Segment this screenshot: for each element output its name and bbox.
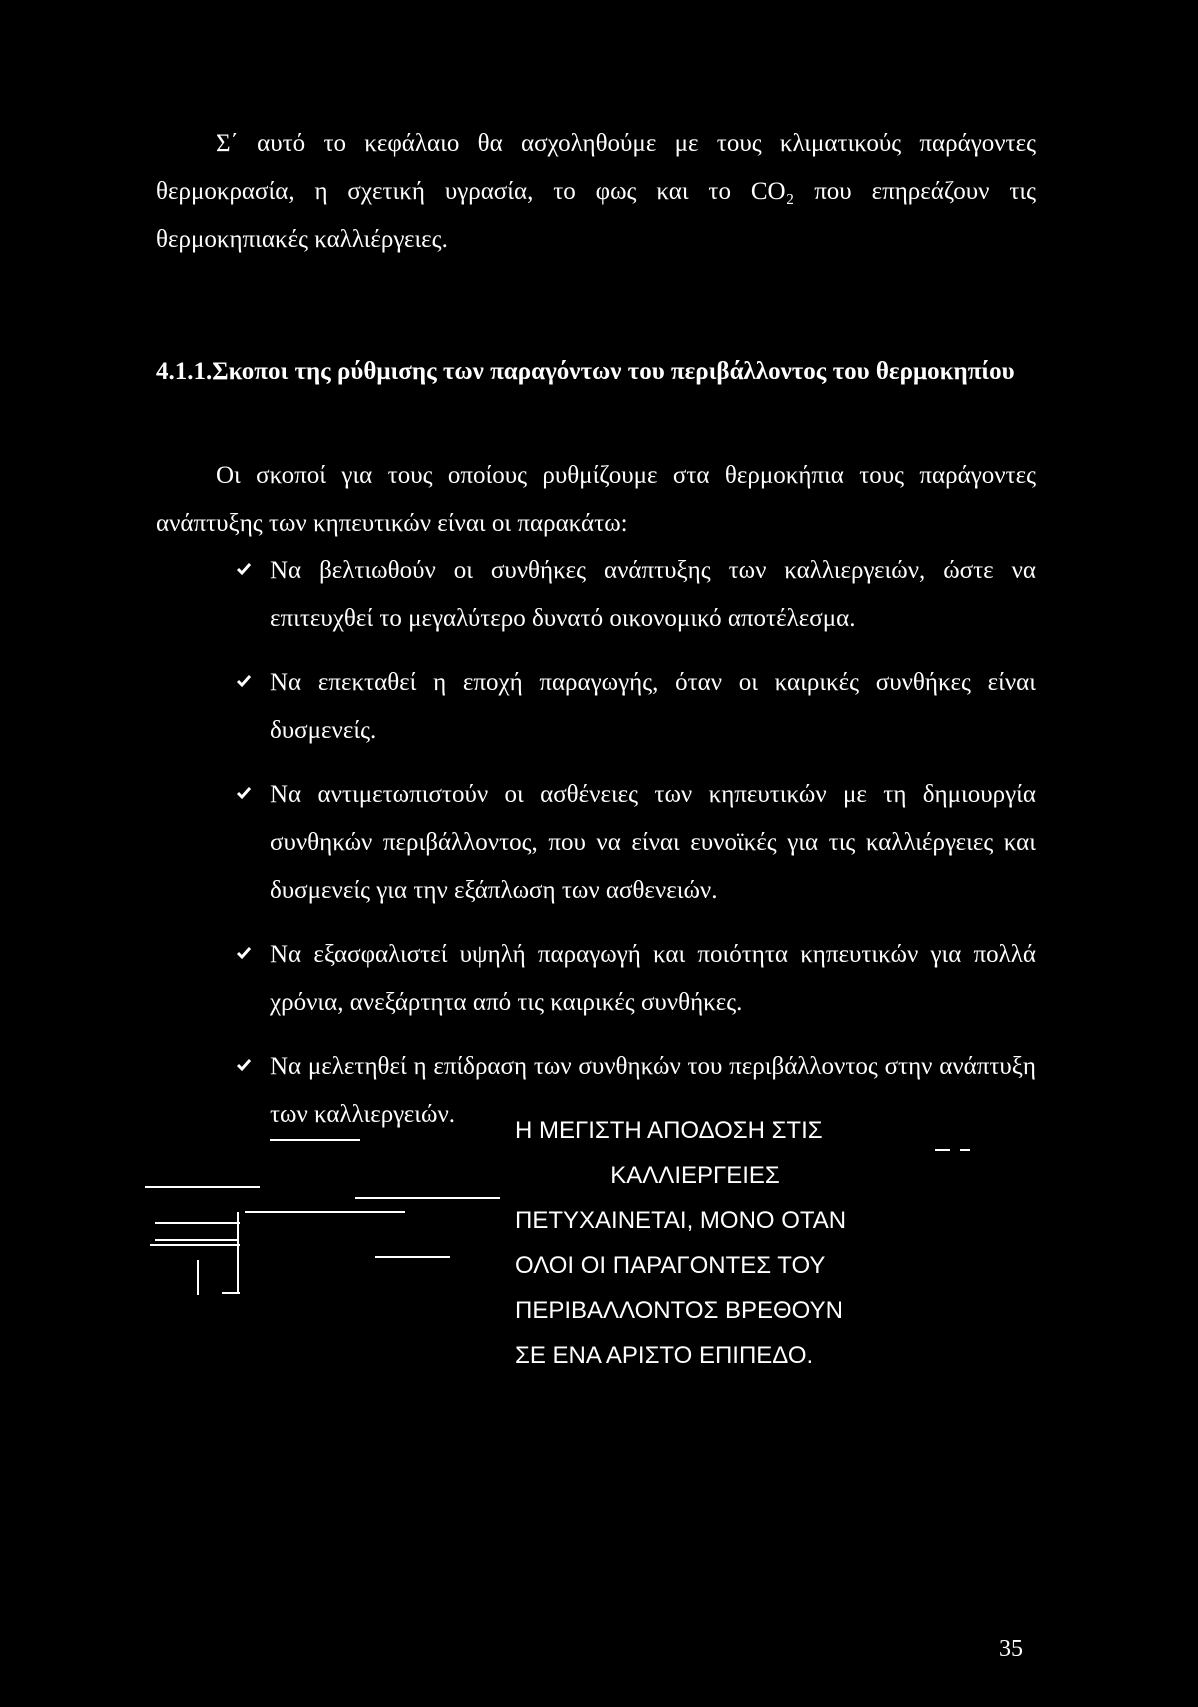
section-paragraph: Οι σκοποί για τους οποίους ρυθμίζουμε στα θερμοκήπια τους παράγοντες ανάπτυξης των κηπευτικών είναι οι παρακάτω: — [156, 462, 1036, 537]
list-item-text: Να εξασφαλιστεί υψηλή παραγωγή και ποιότητα κηπευτικών για πολλά χρόνια, ανεξάρτητα από τις καιρικές συνθήκες. — [270, 941, 1036, 1016]
section-heading: 4.1.1.Σκοποι της ρύθμισης των παραγόντων του περιβάλλοντος του θερμοκηπίου — [156, 358, 1015, 385]
intro-paragraph: Σ΄ αυτό το κεφάλαιο θα ασχοληθούμε με τους κλιματικούς παράγοντες θερμοκρασία, η σχετική υγρασία, το φως και το CO₂ που επηρεάζουν τις θερμοκηπιακές καλλιέργειες. — [156, 130, 1036, 253]
callout-line: ΚΑΛΛΙΕΡΓΕΙΕΣ — [610, 1162, 780, 1189]
callout-line: ΣΕ ΕΝΑ ΑΡΙΣΤΟ ΕΠΙΠΕΔΟ. — [515, 1342, 814, 1369]
list-item-text: Να μελετηθεί η επίδραση των συνθηκών του περιβάλλοντος στην ανάπτυξη των καλλιεργειών. — [270, 1053, 1036, 1128]
list-item-text: Να αντιμετωπιστούν οι ασθένειες των κηπευτικών με τη δημιουργία συνθηκών περιβάλλοντος, που να είναι ευνοϊκές για τις καλλιέργειες και δυσμενείς για την εξάπλωση των ασθενειών. — [270, 781, 1036, 904]
callout-line: ΟΛΟΙ ΟΙ ΠΑΡΑΓΟΝΤΕΣ ΤΟΥ — [515, 1252, 826, 1279]
callout-line: ΠΕΤΥΧΑΙΝΕΤΑΙ, ΜΟΝΟ ΟΤΑΝ — [515, 1207, 847, 1234]
list-item-text: Να βελτιωθούν οι συνθήκες ανάπτυξης των καλλιεργειών, ώστε να επιτευχθεί το μεγαλύτερο δυνατό οικονομικό αποτέλεσμα. — [270, 557, 1036, 632]
page-number: 35 — [999, 1636, 1023, 1662]
callout-line: Η ΜΕΓΙΣΤΗ ΑΠΟΔΟΣΗ ΣΤΙΣ — [515, 1117, 823, 1144]
callout-line: ΠΕΡΙΒΑΛΛΟΝΤΟΣ ΒΡΕΘΟΥΝ — [515, 1297, 843, 1324]
callout-text — [515, 1108, 875, 1378]
list-item-text: Να επεκταθεί η εποχή παραγωγής, όταν οι καιρικές συνθήκες είναι δυσμενείς. — [270, 669, 1036, 744]
